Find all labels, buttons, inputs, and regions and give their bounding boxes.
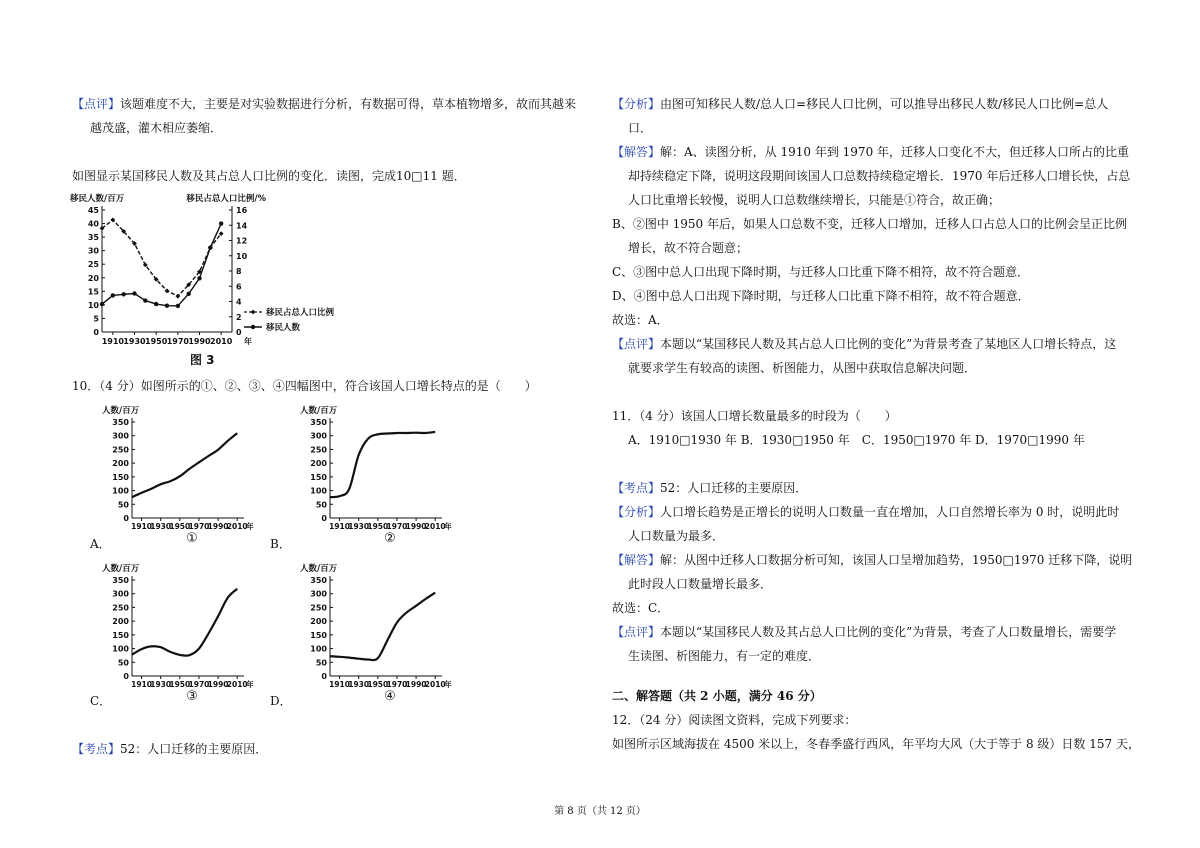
y-tick-label: 200: [112, 617, 129, 627]
x-tick-label: 1910: [131, 680, 153, 689]
section-tag: 【解答】: [612, 553, 661, 567]
y-tick-label: 100: [112, 486, 129, 496]
section-tag: 【点评】: [72, 97, 121, 111]
question-11: 11．（4 分）该国人口增长数量最多的时段为（ ）: [612, 409, 897, 423]
series-curve: [330, 593, 435, 660]
option-a: A．: [90, 537, 111, 551]
x-tick-label: 2010: [226, 522, 248, 531]
data-point: [132, 291, 136, 295]
x-tick-label: 1990: [405, 522, 427, 531]
data-point: [143, 298, 147, 302]
right-line-5: 人口比重增长较慢，说明人口总数继续增长，只能是①符合，故正确；: [628, 193, 1001, 207]
right-line-12: 就要求学生有较高的读图、析图能力，从图中获取信息解决问题．: [628, 361, 977, 375]
y-tick-label: 100: [310, 486, 327, 496]
x-tick-label: 2010: [424, 680, 446, 689]
x-tick-label: 2010: [226, 680, 248, 689]
data-point: [165, 288, 170, 293]
option-d: D．: [270, 694, 292, 708]
y-tick-label: 0: [321, 514, 327, 523]
data-point: [111, 293, 115, 297]
right-line-21: 【点评】本题以“某国移民人数及其占总人口比例的变化”为背景，考查了人口数量增长，需要学: [612, 625, 1117, 639]
right-line-4: 却持续稳定下降，说明这段期间该国人口总数持续稳定增长．1970 年后迁移人口增长快，占总: [628, 169, 1131, 183]
y-tick-label: 100: [310, 644, 327, 654]
data-point: [100, 302, 104, 306]
x-tick-label: 1990: [405, 680, 427, 689]
x-tick-label: 1950: [145, 337, 168, 346]
x-tick-label: 1970: [386, 680, 408, 689]
y-tick-label: 150: [310, 630, 327, 640]
x-unit-label: 年: [244, 337, 252, 346]
y-tick-label: 0: [321, 672, 327, 681]
y-tick-label: 25: [87, 260, 99, 270]
right-line-17: 人口数量为最多．: [628, 529, 725, 543]
y-tick-label: 5: [93, 314, 99, 324]
x-tick-label: 1910: [329, 522, 351, 531]
y-tick-label: 150: [112, 472, 129, 482]
y-tick-label: 50: [117, 500, 129, 510]
x-unit-label: 年: [246, 522, 254, 531]
data-point: [197, 276, 201, 280]
section-tag: 【点评】: [612, 337, 661, 351]
chart-label: ①: [186, 531, 198, 546]
right-line-7: 增长，故不符合题意；: [628, 241, 749, 255]
y-tick-label: 300: [112, 431, 129, 441]
y-tick-label: 0: [93, 328, 99, 337]
x-tick-label: 1970: [188, 680, 210, 689]
option-c: C．: [90, 694, 112, 708]
data-point: [219, 231, 224, 236]
y-tick-label: 200: [310, 617, 327, 627]
y-tick-label: 350: [310, 418, 327, 427]
right-line-22: 生读图、析图能力，有一定的难度．: [628, 649, 821, 663]
y2-tick-label: 6: [236, 282, 242, 292]
legend-label: 移民占总人口比例: [266, 308, 335, 318]
data-point: [110, 218, 115, 223]
series-curve: [132, 433, 237, 497]
y-tick-label: 300: [112, 589, 129, 599]
section-heading: 二、解答题（共 2 小题，满分 46 分）: [612, 689, 822, 703]
mini-chart-1: [96, 404, 276, 550]
x-tick-label: 1930: [123, 337, 146, 346]
y-tick-label: 0: [123, 672, 129, 681]
left-intro: 如图显示某国移民人数及其占总人口比例的变化．读图，完成10□11 题．: [72, 169, 466, 183]
right-line-10: 故选：A．: [612, 313, 669, 327]
y-tick-label: 350: [112, 418, 129, 427]
x-tick-label: 1970: [188, 522, 210, 531]
x-unit-label: 年: [444, 522, 452, 531]
y-tick-label: 50: [315, 658, 327, 668]
y-tick-label: 250: [310, 445, 327, 455]
y-tick-label: 0: [123, 514, 129, 523]
data-point: [165, 304, 169, 308]
mini-chart-3: [96, 562, 276, 708]
x-tick-label: 1970: [386, 522, 408, 531]
x-tick-label: 1950: [367, 522, 389, 531]
mini-chart-4: [294, 562, 474, 708]
y-tick-label: 15: [87, 287, 99, 297]
right-line-8: C、③图中总人口出现下降时期，与迁移人口比重下降不相符，故不符合题意．: [612, 265, 1030, 279]
y-tick-label: 300: [310, 431, 327, 441]
y2-tick-label: 16: [236, 206, 248, 215]
right-line-20: 故选：C．: [612, 601, 670, 615]
x-tick-label: 1990: [207, 522, 229, 531]
right-line-18: 【解答】解：从图中迁移人口数据分析可知，该国人口呈增加趋势，1950□1970 迁移下降，说明: [612, 553, 1133, 567]
x-tick-label: 1930: [150, 522, 172, 531]
x-tick-label: 1910: [131, 522, 153, 531]
data-point: [186, 292, 190, 296]
y2-tick-label: 0: [236, 328, 242, 337]
data-point: [121, 292, 125, 296]
y-tick-label: 150: [112, 630, 129, 640]
right-line-1: 【分析】由图可知移民人数/总人口=移民人口比例，可以推导出移民人数/移民人口比例=总人: [612, 97, 1109, 111]
right-line-15: 【考点】52：人口迁移的主要原因．: [612, 481, 808, 495]
y-tick-label: 350: [310, 576, 327, 585]
y-tick-label: 250: [112, 603, 129, 613]
x-tick-label: 2010: [210, 337, 233, 346]
right-line-25: 如图所示区域海拔在 4500 米以上，冬春季盛行西风，年平均大风（大于等于 8 级）日数 157 天，: [612, 737, 1140, 751]
chart-label: ④: [384, 689, 396, 704]
y-tick-label: 200: [112, 459, 129, 469]
x-tick-label: 1990: [188, 337, 211, 346]
chart-label: ③: [186, 689, 198, 704]
x-tick-label: 1950: [367, 680, 389, 689]
x-tick-label: 1930: [150, 680, 172, 689]
data-point: [208, 245, 212, 249]
x-tick-label: 1950: [169, 522, 191, 531]
data-point: [219, 221, 223, 225]
right-line-9: D、④图中总人口出现下降时期，与迁移人口比重下降不相符，故不符合题意．: [612, 289, 1030, 303]
series-curve: [330, 432, 435, 497]
y-axis-label: 移民人数/百万: [70, 194, 125, 204]
mini-chart-2: [294, 404, 474, 550]
y-tick-label: 10: [87, 300, 99, 310]
right-line-6: B、②图中 1950 年后，如果人口总数不变，迁移人口增加，迁移人口占总人口的比例会呈正比例: [612, 217, 1127, 231]
section-tag: 【考点】: [612, 481, 661, 495]
section-tag: 【考点】: [72, 742, 121, 756]
data-point: [175, 294, 180, 299]
x-tick-label: 1910: [329, 680, 351, 689]
y-tick-label: 250: [310, 603, 327, 613]
section-tag: 【点评】: [612, 625, 661, 639]
y-axis-label: 人数/百万: [102, 564, 140, 574]
y-tick-label: 50: [117, 658, 129, 668]
y2-tick-label: 14: [236, 221, 248, 231]
y-tick-label: 35: [87, 233, 99, 243]
figure-3-chart: [66, 190, 366, 372]
y-tick-label: 250: [112, 445, 129, 455]
legend-marker-dashed: [251, 310, 256, 315]
y2-tick-label: 12: [236, 236, 248, 246]
right-line-19: 此时段人口数量增长最多．: [628, 577, 773, 591]
y-tick-label: 200: [310, 459, 327, 469]
y-axis-label: 人数/百万: [300, 406, 338, 416]
right-line-11: 【点评】本题以“某国移民人数及其占总人口比例的变化”为背景考查了某地区人口增长特点，这: [612, 337, 1117, 351]
right-line-16: 【分析】人口增长趋势是正增长的说明人口数量一直在增加，人口自然增长率为 0 时，说明此时: [612, 505, 1120, 519]
y-tick-label: 350: [112, 576, 129, 585]
y2-tick-label: 4: [236, 297, 242, 307]
y-tick-label: 45: [87, 206, 99, 215]
y-tick-label: 30: [87, 246, 99, 256]
y2-tick-label: 2: [236, 312, 242, 322]
y-tick-label: 20: [87, 273, 99, 283]
option-b: B．: [270, 537, 291, 551]
page-footer: 第 8 页（共 12 页）: [554, 806, 646, 817]
legend-marker-solid: [251, 325, 255, 329]
right-line-3: 【解答】解：A、读图分析，从 1910 年到 1970 年，迁移人口变化不大，但迁移人口所占的比重: [612, 145, 1130, 159]
right-line-2: 口．: [628, 121, 653, 135]
section-tag: 【分析】: [612, 505, 661, 519]
y-tick-label: 40: [87, 219, 99, 229]
question-11-options: A．1910□1930 年 B．1930□1950 年 C．1950□1970 年 D．1970□1990 年: [628, 433, 1085, 447]
y2-tick-label: 10: [236, 251, 248, 261]
y-tick-label: 50: [315, 500, 327, 510]
series-line-1: [102, 220, 221, 296]
question-10: 10．（4 分）如图所示的①、②、③、④四幅图中，符合该国人口增长特点的是（ ）: [72, 379, 537, 393]
y-axis-label: 人数/百万: [300, 564, 338, 574]
x-tick-label: 1990: [207, 680, 229, 689]
y2-tick-label: 8: [236, 267, 242, 276]
y2-axis-label: 移民占总人口比例/%: [186, 194, 266, 204]
y-axis-label: 人数/百万: [102, 406, 140, 416]
left-review-line-2: 越茂盛，灌木相应萎缩．: [90, 121, 223, 135]
section-tag: 【解答】: [612, 145, 661, 159]
data-point: [154, 302, 158, 306]
figure-title: 图 3: [190, 353, 215, 367]
x-unit-label: 年: [444, 680, 452, 689]
legend-label: 移民人数: [266, 323, 301, 333]
y-tick-label: 150: [310, 472, 327, 482]
chart-label: ②: [384, 531, 396, 546]
section-tag: 【分析】: [612, 97, 661, 111]
x-unit-label: 年: [246, 680, 254, 689]
x-tick-label: 1970: [166, 337, 189, 346]
x-tick-label: 1950: [169, 680, 191, 689]
question-12: 12．（24 分）阅读图文资料，完成下列要求：: [612, 713, 857, 727]
x-tick-label: 1930: [348, 522, 370, 531]
x-tick-label: 2010: [424, 522, 446, 531]
y-tick-label: 100: [112, 644, 129, 654]
left-kaodian: 【考点】52：人口迁移的主要原因．: [72, 742, 268, 756]
data-point: [176, 304, 180, 308]
left-review-line-1: 【点评】该题难度不大，主要是对实验数据进行分析，有数据可得，草本植物增多，故而其越来: [72, 97, 577, 111]
x-tick-label: 1930: [348, 680, 370, 689]
y-tick-label: 300: [310, 589, 327, 599]
series-curve: [132, 589, 237, 656]
x-tick-label: 1910: [101, 337, 124, 346]
